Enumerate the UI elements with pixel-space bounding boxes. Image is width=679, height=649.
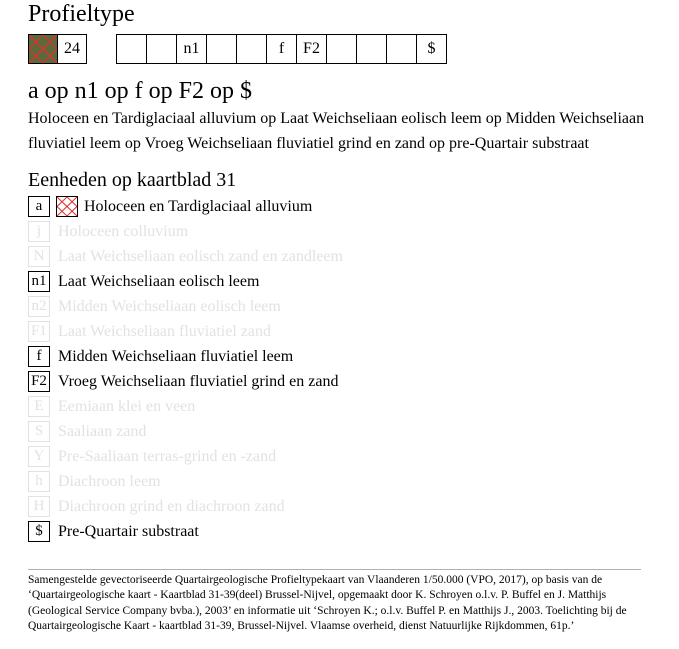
profile-code-cell bbox=[206, 34, 237, 64]
unit-legend bbox=[28, 194, 343, 544]
alluvium-hatch-swatch bbox=[28, 34, 58, 64]
legend-label: Holoceen en Tardiglaciaal alluvium bbox=[84, 197, 313, 215]
profile-code-cell: f bbox=[266, 34, 297, 64]
legend-item-n1 bbox=[28, 269, 343, 294]
legend-label: Laat Weichseliaan eolisch leem bbox=[58, 272, 260, 290]
profile-code-cell bbox=[146, 34, 177, 64]
page-title: Profieltype bbox=[28, 1, 135, 27]
profile-code-cell: n1 bbox=[176, 34, 207, 64]
code-row-gap bbox=[87, 34, 117, 64]
legend-item-h bbox=[28, 469, 343, 494]
legend-code: $ bbox=[28, 521, 50, 542]
legend-item-f bbox=[28, 344, 343, 369]
legend-item-F1 bbox=[28, 319, 343, 344]
legend-item-E bbox=[28, 394, 343, 419]
legend-code: E bbox=[28, 396, 50, 417]
profile-code-cell bbox=[386, 34, 417, 64]
legend-label: Laat Weichseliaan eolisch zand en zandleem bbox=[58, 247, 343, 265]
legend-code: h bbox=[28, 471, 50, 492]
legend-code: H bbox=[28, 496, 50, 517]
legend-code: f bbox=[28, 346, 50, 367]
legend-item-Y bbox=[28, 444, 343, 469]
legend-code: F2 bbox=[28, 371, 50, 392]
legend-label: Midden Weichseliaan fluviatiel leem bbox=[58, 347, 294, 365]
profile-code-cell bbox=[236, 34, 267, 64]
legend-item-j bbox=[28, 219, 343, 244]
legend-code: N bbox=[28, 246, 50, 267]
legend-label: Diachroon leem bbox=[58, 472, 161, 490]
legend-code: F1 bbox=[28, 321, 50, 342]
section-title: Eenheden op kaartblad 31 bbox=[28, 169, 237, 191]
legend-label: Diachroon grind en diachroon zand bbox=[58, 497, 285, 515]
legend-item-H bbox=[28, 494, 343, 519]
profile-description: Holoceen en Tardiglaciaal alluvium op Laat Weichseliaan eolisch leem op Midden Weichseliaan fluviatiel leem op Vroeg Weichseliaan fluviatiel grind en zand op pre-Quartair substraat bbox=[28, 110, 645, 152]
legend-code: S bbox=[28, 421, 50, 442]
source-citation: Samengestelde gevectoriseerde Quartairgeologische Profieltypekaart van Vlaanderen 1/50.000 (VPO, 2017), op basis van de ‘Quartairgeologische kaart - Kaartblad 31-39(deel) Brussel-Nijvel, opgemaakt door K. Schroyen o.l.v. P. Buffel en J. Matthijs (Geological Service Company bvba.), 2003’ en informatie uit ‘Schroyen K.; o.l.v. Buffel P. en Matthijs J., 2003. Toelichting bij de Quartairgeologische Kaart - kaartblad 31-39, Brussel-Nijvel. Vlaamse overheid, dienst Natuurlijke Rijkdommen, 61p.’ bbox=[28, 574, 627, 632]
legend-code: j bbox=[28, 221, 50, 242]
profile-code-cell: $ bbox=[416, 34, 447, 64]
legend-item-F2 bbox=[28, 369, 343, 394]
legend-label: Midden Weichseliaan eolisch leem bbox=[58, 297, 281, 315]
profile-code-cell bbox=[326, 34, 357, 64]
legend-label: Vroeg Weichseliaan fluviatiel grind en zand bbox=[58, 372, 339, 390]
legend-label: Holoceen colluvium bbox=[58, 222, 189, 240]
hatch-cross-icon bbox=[29, 35, 57, 63]
profile-code-row bbox=[28, 34, 447, 64]
legend-label: Laat Weichseliaan fluviatiel zand bbox=[58, 322, 271, 340]
legend-code: Y bbox=[28, 446, 50, 467]
legend-item-a bbox=[28, 194, 343, 219]
legend-label: Eemiaan klei en veen bbox=[58, 397, 196, 415]
legend-code: n1 bbox=[28, 271, 50, 292]
legend-label: Pre-Saaliaan terras-grind en -zand bbox=[58, 447, 277, 465]
profile-code-cell bbox=[116, 34, 147, 64]
legend-item-n2 bbox=[28, 294, 343, 319]
profile-code-cell: F2 bbox=[296, 34, 327, 64]
legend-label: Pre-Quartair substraat bbox=[58, 522, 199, 540]
alluvium-hatch-swatch bbox=[56, 196, 78, 217]
profile-code-cell bbox=[356, 34, 387, 64]
legend-item-dollar bbox=[28, 519, 343, 544]
profile-formula: a op n1 op f op F2 op $ bbox=[28, 78, 252, 104]
legend-code: n2 bbox=[28, 296, 50, 317]
legend-item-N bbox=[28, 244, 343, 269]
legend-label: Saaliaan zand bbox=[58, 422, 147, 440]
legend-item-S bbox=[28, 419, 343, 444]
hatch-cross-icon bbox=[57, 197, 77, 216]
legend-code: a bbox=[28, 196, 50, 217]
profile-code-cell: 24 bbox=[57, 34, 87, 64]
footer-divider bbox=[28, 569, 641, 570]
